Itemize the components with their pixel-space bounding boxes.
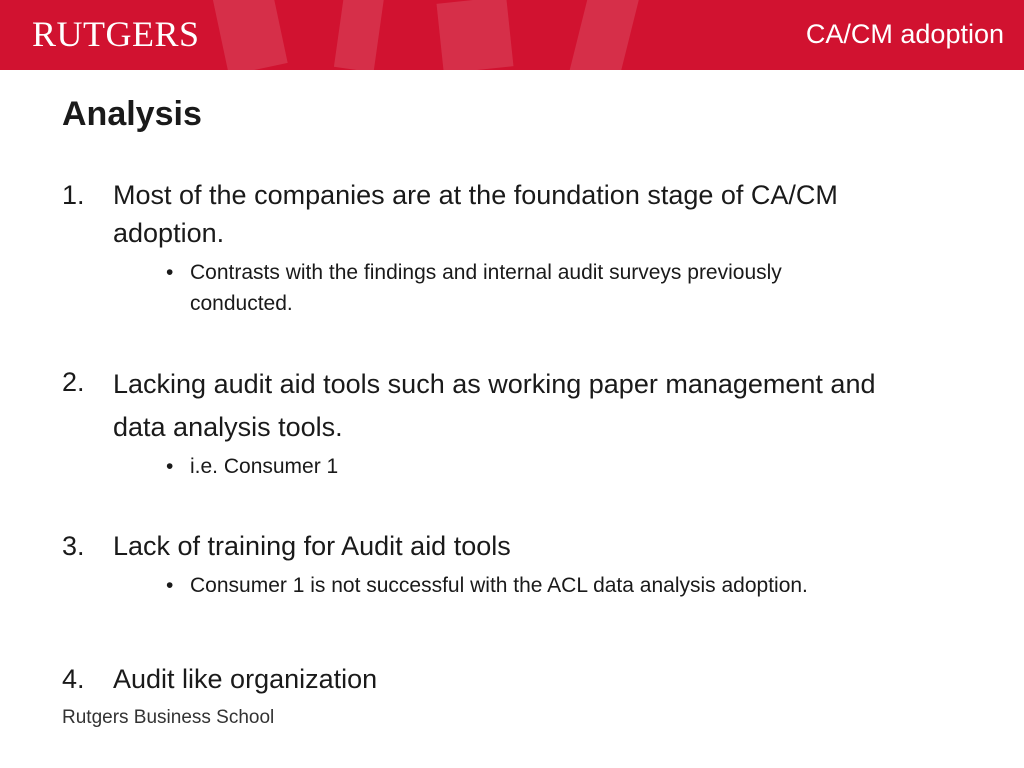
item-number: 3. [62,531,85,561]
rutgers-logo: RUTGERS [32,14,200,54]
sub-bullet-text: Contrasts with the findings and internal audit surveys previously conducted. [190,261,782,315]
item-number: 4. [62,664,85,694]
footer-text: Rutgers Business School [62,707,275,728]
header-band [0,0,1024,70]
header-title: CA/CM adoption [805,19,1004,49]
item-number: 1. [62,180,85,210]
sub-bullet-text: i.e. Consumer 1 [190,455,339,478]
item-text: Most of the companies are at the foundation stage of CA/CM adoption. [113,180,838,248]
slide-title: Analysis [62,95,202,133]
bullet-icon: • [166,574,174,597]
item-text: Lacking audit aid tools such as working paper management and data analysis tools. [113,369,876,442]
item-text: Audit like organization [113,664,378,694]
item-text: Lack of training for Audit aid tools [113,531,511,561]
bullet-icon: • [166,455,174,478]
bullet-icon: • [166,261,174,284]
item-number: 2. [62,367,85,397]
sub-bullet-text: Consumer 1 is not successful with the ACL data analysis adoption. [190,574,808,597]
newspaper-watermark-graphic [180,0,780,70]
